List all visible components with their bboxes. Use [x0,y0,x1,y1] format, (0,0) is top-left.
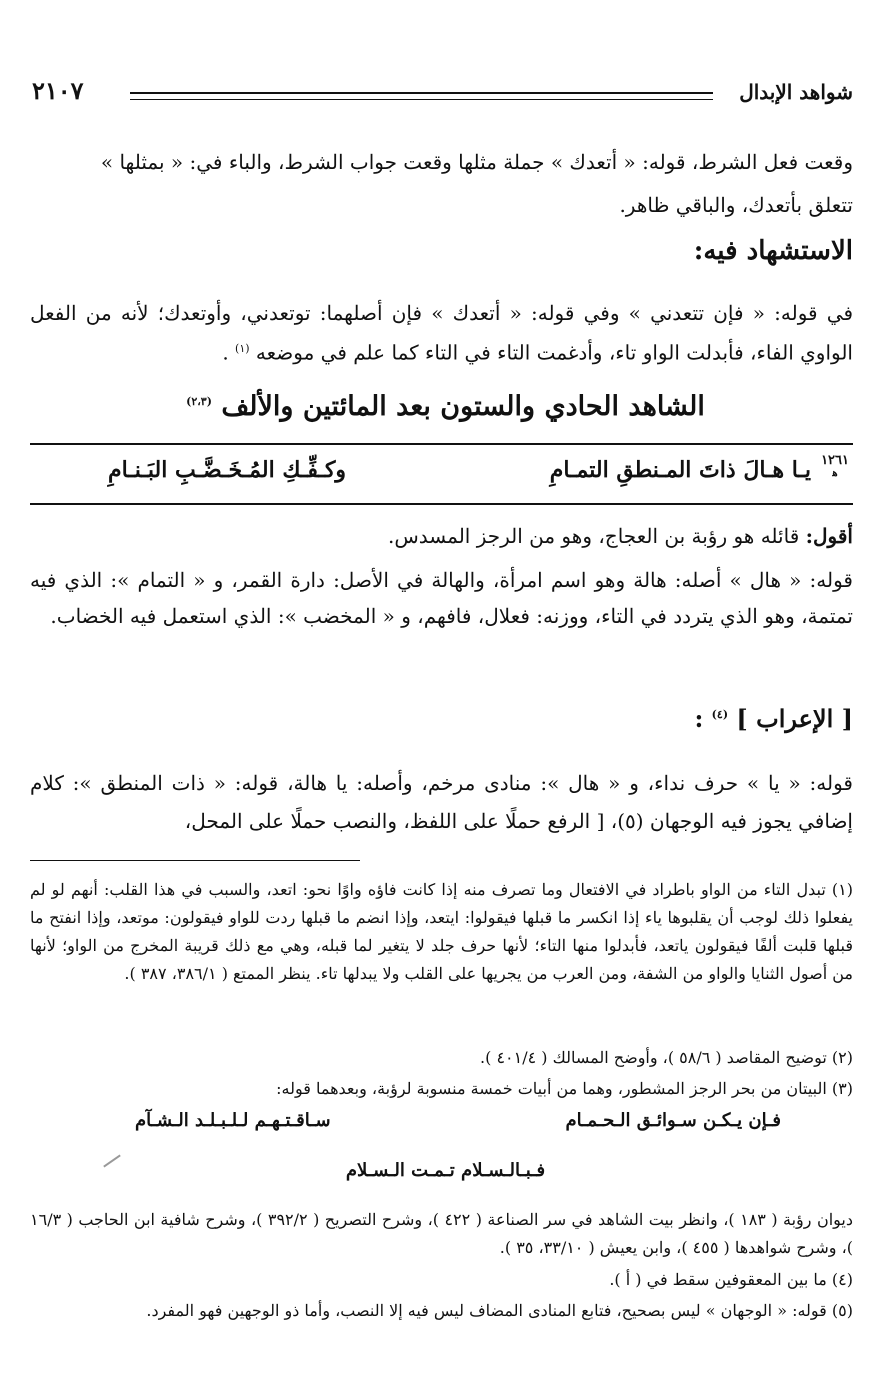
footnote-3-continued: ديوان رؤبة ( ١٨٣ )، وانظر بيت الشاهد في سر الصناعة ( ٤٢٢ )، وشرح التصريح ( ٣٩٢/٢ )، وشرح شافية ابن الحاجب ( ١٦/٣ )، وشرح شواهدها ( ٤٥٥ )، وابن يعيش ( ٣٣/١٠، ٣٥ ). [30,1210,854,1257]
paragraph-2 [30,296,853,371]
paragraph-4: قوله: « يا » حرف نداء، و « هال »: منادى مرخم، وأصله: يا هالة، قوله: « ذات المنطق »: كلام إضافي يجوز فيه الوجهان (٥)، [ الرفع حملًا على اللفظ، والنصب حملًا على المحل، [30,771,853,833]
paragraph-1-line-2: تتعلق بأتعدك، والباقي ظاهر. [619,193,853,217]
paragraph-1-line-1: وقعت فعل الشرط، قوله: « أتعدك » جملة مثلها وقعت جواب الشرط، والباء في: « بمثلها » [100,150,853,174]
footnote-3-hemistich-left: سـاقـتـهـم لـلـبـلـد الـشـآم [135,1110,331,1131]
footnote-3-hemistich-second: فـبـالـسـلام تـمـت الـسـلام [345,1160,546,1181]
verse-number [821,453,849,479]
irab-heading-text: [ الإعراب ] [736,704,853,733]
paragraph-3: قوله: « هال » أصله: هالة وهو اسم امرأة، والهالة في الأصل: دارة القمر، و « التمام »: الذي فيه تمتمة، وهو الذي يتردد في التاء، ووزنه: فعلال، فافهم، و « المخضب »: الذي استعمل فيه الخضاب. [30,568,853,628]
header-rule [130,92,713,100]
aqulu-label: أقول: [805,524,853,548]
shahid-title [0,391,891,422]
shahid-title-ref: (٢،٣) [186,395,212,408]
irab-heading [694,704,853,733]
istishhad-heading: الاستشهاد فيه: [693,236,853,266]
footnote-3-hemistich-right: فـإن يـكـن سـوائـق الـحـمـام [565,1110,781,1131]
footnote-2: (٢) توضيح المقاصد ( ٥٨/٦ )، وأوضح المسالك ( ٤٠١/٤ ). [480,1048,853,1067]
page-number: ٢١٠٧ [32,76,84,105]
footnote-ref-1: (١) [235,342,250,355]
paragraph-2-text: في قوله: « فإن تتعدني » وفي قوله: « أتعدك » فإن أصلهما: توتعدني، وأوتعدك؛ لأنه من الفعل الواوي الفاء، فأبدلت الواو تاء، وأدغمت التاء في التاء كما علم في موضعه [30,301,853,365]
meter-mark: ﻫ [832,468,838,479]
aqulu-paragraph [30,520,853,553]
paragraph-2-end: . [222,340,229,365]
running-title: شواهد الإبدال [739,80,853,104]
verse-number-value: ١٢٦١ [821,453,849,468]
footnote-4: (٤) ما بين المعقوفين سقط في ( أ ). [609,1270,853,1289]
shahid-title-text: الشاهد الحادي والستون بعد المائتين والألف [221,391,705,422]
irab-heading-ref: (٤) [711,708,729,721]
footnote-separator [30,860,360,861]
aqulu-text: قائله هو رؤبة بن العجاج، وهو من الرجز المسدس. [388,524,800,548]
page-header [32,76,853,110]
verse-hemistich-right: يـا هـالَ ذاتَ المـنطقِ التمـامِ [549,457,811,483]
footnote-3: (٣) البيتان من بحر الرجز المشطور، وهما من أبيات خمسة منسوبة لرؤبة، وبعدهما قوله: [276,1079,853,1098]
verse-hemistich-left: وكـفِّـكِ المُـخَـضَّـبِ البَـنـامِ [108,457,347,483]
footnote-1: (١) تبدل التاء من الواو باطراد في الافتعال وما تصرف منه إذا كانت فاؤه واوًا نحو: اتعد، والسبب في هذا القلب: أنهم لو لم يفعلوا ذلك لوجب أن يقلبوها ياء إذا انكسر ما قبلها فيقولوا: ايتعد، وإذا انضم ما قبلها ردت للواو فيقولون: موتعد، وإذا انفتح ما قبلها قلبت ألفًا فيقولون ياتعد، فأبدلوا منها التاء؛ لأنها حرف جلد لا يتغير لما قبله، وهي مع ذلك قريبة المخرج من الواو؛ لأنها من أصول الثنايا والواو من الشفة، ومن العرب من يجريها على القلب ولا يبدلها تاء. ينظر الممتع ( ٣٨٦/١، ٣٨٧ ). [30,880,854,983]
footnote-5: (٥) قوله: « الوجهان » ليس بصحيح، فتابع المنادى المضاف ليس فيه إلا النصب، وأما ذو الوجهين فهو المفرد. [146,1301,853,1320]
verse-box [30,443,853,505]
irab-heading-colon: : [694,704,704,733]
